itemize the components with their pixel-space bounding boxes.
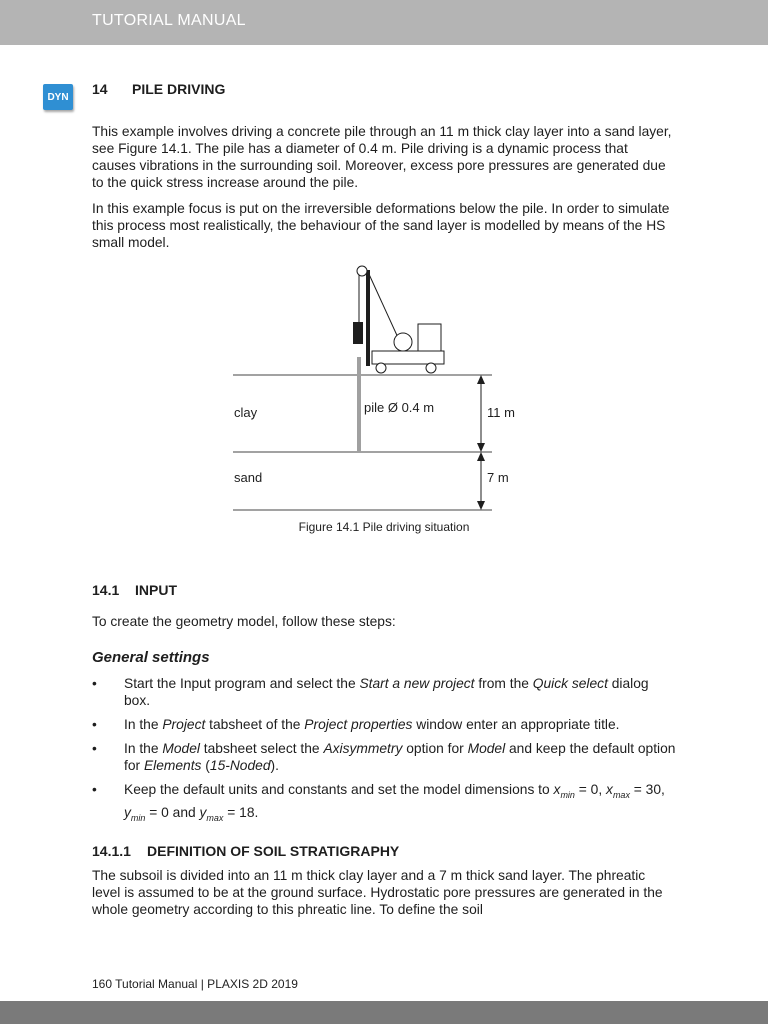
- rig-wheel-left: [376, 363, 386, 373]
- steps-intro: To create the geometry model, follow these steps:: [92, 614, 396, 629]
- subsection-number: 14.1: [92, 582, 120, 598]
- subsection-title: INPUT: [135, 582, 177, 598]
- header-title: TUTORIAL MANUAL: [92, 12, 246, 29]
- clay-label: clay: [234, 405, 258, 420]
- list-item: • In the Project tabsheet of the Project properties window enter an appropriate title.: [92, 717, 620, 732]
- pile-driving-figure: [230, 262, 530, 514]
- dim-arrow-sand-bottom: [477, 501, 485, 510]
- rig-wheel-right: [426, 363, 436, 373]
- rig-winch: [394, 333, 412, 351]
- subsubsection-number: 14.1.1: [92, 843, 131, 859]
- dim-arrow-clay-bottom: [477, 443, 485, 452]
- general-settings-list: [92, 675, 677, 834]
- pile: [357, 357, 361, 452]
- intro-paragraph-2: In this example focus is put on the irreversible deformations below the pile. In order to simulate this process most realistically, the behaviour of the sand layer is modelled by means of the HS small model.: [92, 201, 670, 250]
- section-number: 14: [92, 81, 108, 97]
- section-heading: [92, 81, 225, 97]
- dim-arrow-sand-top: [477, 452, 485, 461]
- sand-label: sand: [234, 470, 263, 485]
- stratigraphy-paragraph: The subsoil is divided into an 11 m thick clay layer and a 7 m thick sand layer. The phreatic level is assumed to be at the ground surface. Hydrostatic pore pressures are generated in the whole geometry according to this phreatic line. To define the soil: [92, 868, 663, 917]
- rig-mast: [366, 270, 370, 366]
- rig-cabin: [418, 324, 441, 351]
- rig-platform: [372, 351, 444, 364]
- bullet-icon: •: [92, 782, 97, 797]
- subsubsection-title: DEFINITION OF SOIL STRATIGRAPHY: [147, 843, 400, 859]
- bullet-icon: •: [92, 717, 97, 732]
- list-item: • Keep the default units and constants and set the model dimensions to $x_{min} = 0$, $x_{max} = 30$, $y_{min} = 0$ and $y_{max} = 18$.: [92, 782, 665, 823]
- figure-caption: Figure 14.1 Pile driving situation: [298, 520, 470, 534]
- footer-text: 160 Tutorial Manual | PLAXIS 2D 2019: [92, 977, 298, 991]
- dyn-badge-icon: DYN: [43, 84, 73, 110]
- intro-paragraph-1: This example involves driving a concrete pile through an 11 m thick clay layer into a sand layer, see Figure 14.1. The pile has a diameter of 0.4 m. Pile driving is a dynamic process that causes vibrations in the surrounding soil. Moreover, excess pore pressures are generated due to the quick stress increase around the pile.: [92, 124, 672, 190]
- footer-bar: [0, 1001, 768, 1024]
- bullet-icon: •: [92, 741, 97, 756]
- bullet-icon: •: [92, 676, 97, 691]
- subsection-heading: [92, 582, 177, 598]
- hammer: [353, 322, 363, 344]
- clay-thickness-label: 11 m: [487, 405, 515, 420]
- pile-label: pile Ø 0.4 m: [364, 400, 435, 415]
- general-settings-title: General settings: [92, 649, 210, 666]
- list-item: • In the Model tabsheet select the Axisymmetry option for Model and keep the default option for Elements (15-Noded).: [92, 741, 676, 773]
- rig-top-pulley: [357, 266, 367, 276]
- rig-cable: [368, 272, 400, 342]
- dim-arrow-clay-top: [477, 375, 485, 384]
- sand-thickness-label: 7 m: [487, 470, 509, 485]
- section-title: PILE DRIVING: [132, 81, 226, 97]
- list-item: • Start the Input program and select the Start a new project from the Quick select dialog box.: [92, 676, 649, 708]
- subsubsection-heading: [92, 843, 399, 859]
